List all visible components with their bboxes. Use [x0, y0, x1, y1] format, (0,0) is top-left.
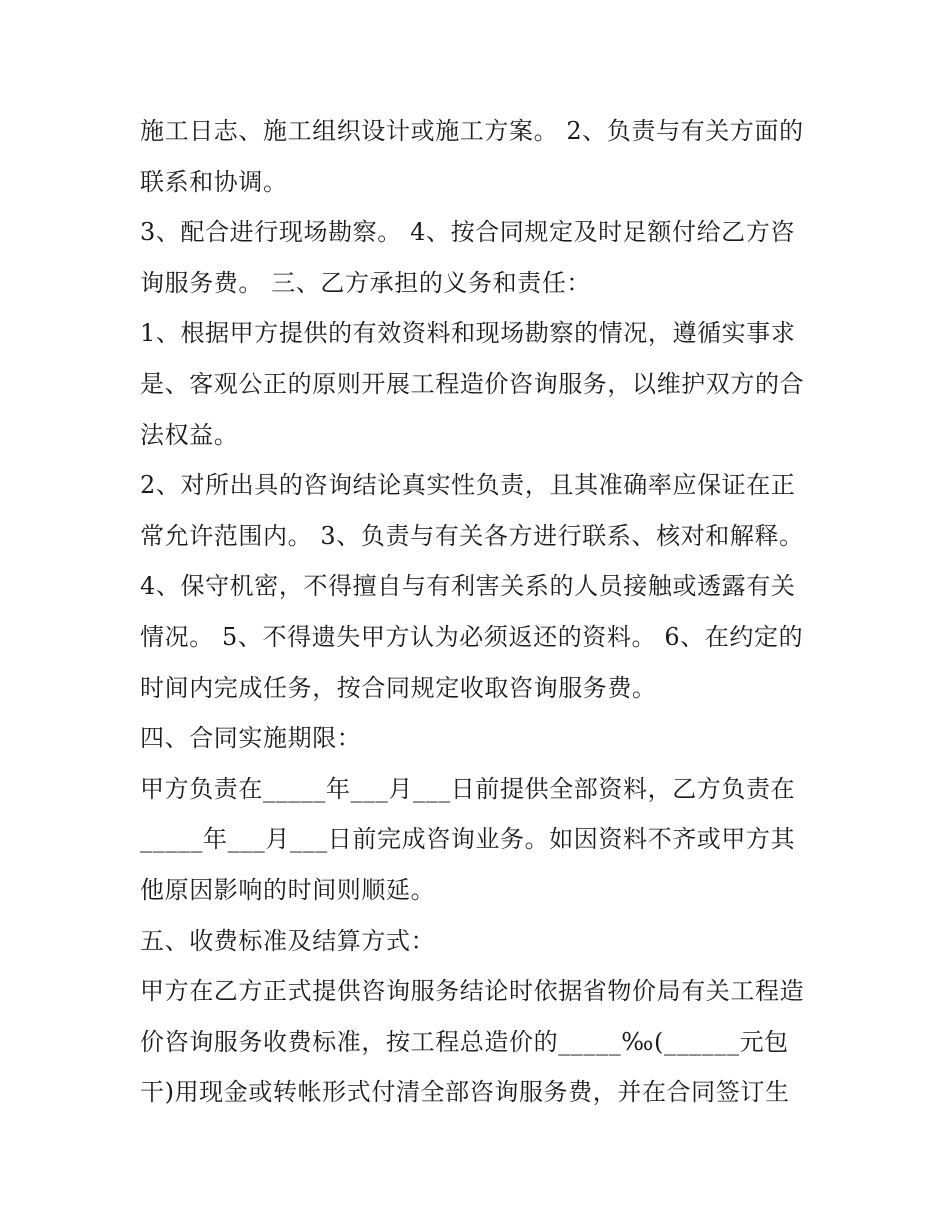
text-line: 1、根据甲方提供的有效资料和现场勘察的情况，遵循实事求 — [140, 319, 796, 348]
text-line: 甲方负责在_____年___月___日前提供全部资料，乙方负责在 — [140, 774, 796, 803]
text-line: 联系和协调。 — [140, 167, 288, 196]
text-line: 2、对所出具的咨询结论真实性负责，且其准确率应保证在正 — [140, 471, 796, 500]
text-line: 3、配合进行现场勘察。 4、按合同规定及时足额付给乙方咨 — [140, 218, 795, 247]
text-line: 时间内完成任务，按合同规定收取咨询服务费。 — [140, 673, 657, 702]
text-line: 4、保守机密，不得擅自与有利害关系的人员接触或透露有关 — [140, 572, 796, 601]
section-heading: 四、合同实施期限： — [140, 724, 362, 753]
text-line: 施工日志、施工组织设计或施工方案。 2、负责与有关方面的 — [140, 117, 804, 145]
document-body — [140, 106, 820, 1118]
text-line: 常允许范围内。 3、负责与有关各方进行联系、核对和解释。 — [140, 521, 804, 550]
text-line: 情况。 5、不得遗失甲方认为必须返还的资料。 6、在约定的 — [140, 622, 804, 651]
section-heading: 五、收费标准及结算方式： — [140, 926, 436, 955]
text-line: 询服务费。 三、乙方承担的义务和责任： — [140, 268, 592, 297]
text-line: 干)用现金或转帐形式付清全部咨询服务费，并在合同签订生 — [140, 1078, 790, 1107]
text-line: _____年___月___日前完成咨询业务。如因资料不齐或甲方其 — [140, 825, 796, 854]
text-line: 法权益。 — [140, 420, 239, 449]
text-line: 他原因影响的时间则顺延。 — [140, 875, 436, 904]
text-line: 甲方在乙方正式提供咨询服务结论时依据省物价局有关工程造 — [140, 977, 805, 1006]
text-line: 价咨询服务收费标准，按工程总造价的_____‰(______元包 — [140, 1027, 789, 1056]
text-line: 是、客观公正的原则开展工程造价咨询服务，以维护双方的合 — [140, 369, 805, 398]
